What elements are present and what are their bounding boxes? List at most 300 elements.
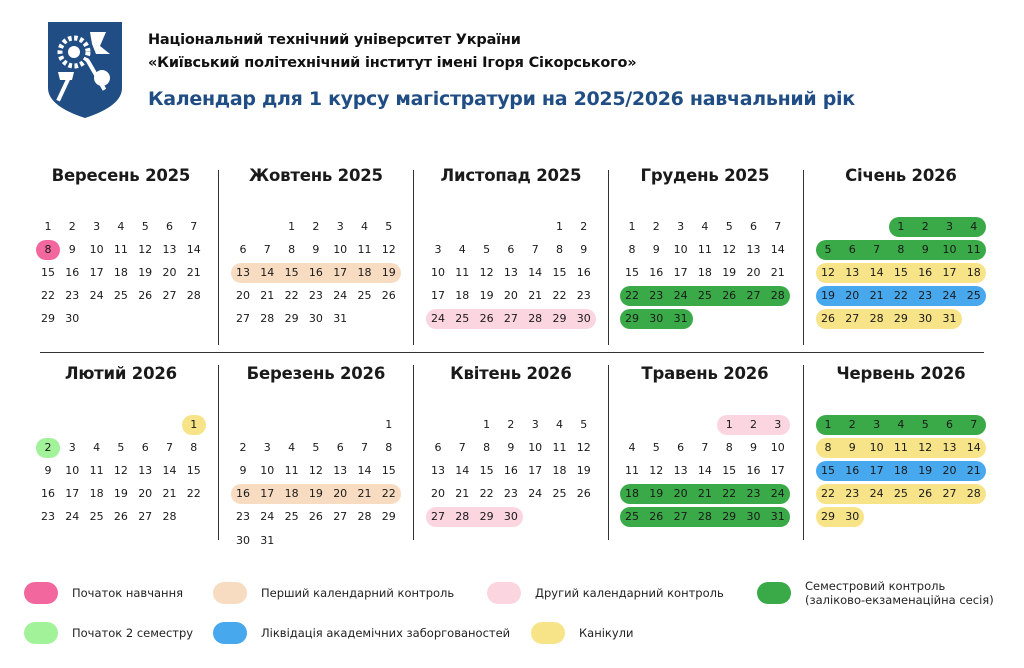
- day-number: 17: [673, 266, 688, 280]
- day-number: 7: [263, 243, 271, 257]
- day-number: 20: [236, 289, 250, 303]
- day-number: 1: [897, 220, 905, 233]
- day-number: 17: [770, 464, 785, 478]
- day-number: 8: [824, 441, 832, 455]
- day-number: 17: [528, 464, 543, 478]
- day-number: 13: [845, 266, 860, 280]
- day-number: 11: [697, 243, 712, 257]
- column-divider: [218, 365, 219, 540]
- day-number: 25: [697, 289, 712, 303]
- day-number: 23: [649, 289, 664, 303]
- day-number: 6: [507, 243, 515, 257]
- day-number: 16: [308, 266, 323, 280]
- day-number: 3: [336, 220, 344, 233]
- day-number: 18: [89, 487, 104, 501]
- month-title: Вересень 2025: [51, 166, 191, 185]
- day-number: 2: [507, 418, 515, 431]
- day-number: 30: [65, 312, 80, 326]
- day-number: 28: [770, 289, 785, 303]
- day-number: 4: [361, 220, 368, 233]
- column-divider: [608, 365, 609, 540]
- day-number: 7: [166, 441, 173, 455]
- day-number: 22: [186, 487, 201, 501]
- day-number: 14: [186, 243, 201, 257]
- day-number: 2: [652, 220, 660, 233]
- day-number: 10: [89, 243, 104, 257]
- day-number: 8: [190, 441, 198, 455]
- legend-label: Початок 2 семестру: [72, 626, 194, 640]
- day-number: 15: [821, 464, 835, 478]
- day-number: 7: [361, 441, 368, 455]
- day-number: 21: [162, 487, 177, 501]
- day-number: 22: [552, 289, 567, 303]
- day-number: 12: [649, 464, 664, 478]
- day-number: 2: [750, 418, 757, 431]
- day-number: 19: [479, 289, 494, 303]
- day-number: 9: [312, 243, 320, 257]
- day-number: 30: [308, 312, 323, 326]
- day-number: 6: [336, 441, 344, 455]
- day-number: 29: [381, 510, 396, 524]
- day-number: 9: [68, 243, 76, 257]
- day-number: 2: [239, 441, 247, 455]
- day-number: 9: [239, 464, 247, 478]
- day-number: 2: [848, 418, 856, 431]
- day-number: 28: [186, 289, 201, 303]
- day-number: 15: [186, 464, 201, 478]
- day-number: 20: [431, 487, 445, 501]
- column-divider: [803, 170, 804, 345]
- day-number: 27: [673, 510, 688, 524]
- day-number: 4: [628, 441, 636, 455]
- day-number: 31: [260, 533, 275, 547]
- day-number: 1: [725, 418, 733, 431]
- day-number: 5: [824, 243, 832, 257]
- day-number: 1: [483, 418, 491, 431]
- day-number: 26: [479, 312, 494, 326]
- day-number: 18: [113, 266, 128, 280]
- day-number: 13: [236, 266, 250, 280]
- day-number: 24: [528, 487, 543, 501]
- day-number: 21: [770, 266, 785, 280]
- day-number: 1: [628, 220, 636, 233]
- day-number: 13: [431, 464, 445, 478]
- day-number: 29: [722, 510, 737, 524]
- day-number: 6: [946, 418, 953, 431]
- day-number: 10: [431, 266, 445, 280]
- day-number: 18: [357, 266, 372, 280]
- column-divider: [803, 365, 804, 540]
- day-number: 20: [673, 487, 688, 501]
- day-number: 19: [722, 266, 737, 280]
- day-number: 13: [138, 464, 153, 478]
- day-number: 1: [190, 418, 198, 431]
- day-number: 23: [65, 289, 80, 303]
- day-number: 16: [649, 266, 664, 280]
- day-number: 11: [625, 464, 639, 478]
- day-number: 14: [869, 266, 884, 280]
- day-number: 1: [824, 418, 832, 431]
- day-number: 13: [503, 266, 518, 280]
- day-number: 30: [236, 533, 250, 547]
- day-number: 16: [845, 464, 860, 478]
- day-number: 29: [552, 312, 567, 326]
- day-number: 11: [89, 464, 104, 478]
- day-number: 3: [946, 220, 953, 233]
- day-number: 11: [552, 441, 567, 455]
- day-number: 22: [41, 289, 55, 303]
- day-number: 9: [750, 441, 757, 455]
- day-number: 29: [479, 510, 494, 524]
- day-number: 21: [357, 487, 372, 501]
- day-number: 18: [697, 266, 712, 280]
- legend-label: Початок навчання: [72, 586, 184, 600]
- day-number: 31: [333, 312, 348, 326]
- day-number: 3: [93, 220, 101, 233]
- day-number: 27: [746, 289, 761, 303]
- day-number: 25: [357, 289, 372, 303]
- day-number: 6: [166, 220, 173, 233]
- day-number: 23: [41, 510, 55, 524]
- day-number: 16: [65, 266, 80, 280]
- day-number: 9: [44, 464, 52, 478]
- day-number: 21: [528, 289, 543, 303]
- day-number: 12: [308, 464, 323, 478]
- day-number: 12: [821, 266, 835, 280]
- day-number: 25: [552, 487, 567, 501]
- month-title: Лютий 2026: [64, 364, 177, 383]
- day-number: 4: [701, 220, 709, 233]
- day-number: 3: [531, 418, 539, 431]
- legend-label: Канікули: [579, 626, 634, 640]
- day-number: 6: [750, 220, 757, 233]
- day-number: 19: [576, 464, 591, 478]
- day-number: 4: [288, 441, 296, 455]
- day-number: 15: [625, 266, 639, 280]
- day-number: 25: [966, 289, 981, 303]
- legend-label: Другий календарний контроль: [535, 586, 724, 600]
- day-number: 26: [308, 510, 323, 524]
- day-number: 24: [770, 487, 785, 501]
- day-number: 28: [528, 312, 543, 326]
- column-divider: [608, 170, 609, 345]
- day-number: 27: [942, 487, 957, 501]
- day-number: 8: [628, 243, 636, 257]
- day-number: 16: [503, 464, 518, 478]
- day-number: 14: [260, 266, 275, 280]
- day-number: 29: [893, 312, 908, 326]
- day-number: 12: [722, 243, 737, 257]
- day-number: 5: [652, 441, 660, 455]
- day-number: 7: [701, 441, 709, 455]
- day-number: 16: [236, 487, 250, 501]
- day-number: 26: [576, 487, 591, 501]
- day-number: 14: [770, 243, 785, 257]
- day-number: 29: [41, 312, 55, 326]
- day-number: 26: [821, 312, 835, 326]
- day-number: 27: [236, 312, 250, 326]
- day-number: 9: [580, 243, 588, 257]
- day-number: 22: [381, 487, 396, 501]
- day-number: 9: [921, 243, 929, 257]
- day-number: 20: [333, 487, 348, 501]
- day-number: 21: [455, 487, 470, 501]
- day-number: 30: [503, 510, 518, 524]
- day-number: 26: [381, 289, 396, 303]
- month-title: Березень 2026: [246, 364, 386, 383]
- day-number: 24: [333, 289, 348, 303]
- day-number: 3: [677, 220, 685, 233]
- day-number: 28: [455, 510, 470, 524]
- day-number: 18: [625, 487, 639, 501]
- day-number: 25: [455, 312, 470, 326]
- day-number: 24: [65, 510, 80, 524]
- month-title: Травень 2026: [641, 364, 769, 383]
- day-number: 23: [236, 510, 250, 524]
- day-number: 27: [138, 510, 153, 524]
- day-number: 14: [357, 464, 372, 478]
- day-number: 28: [697, 510, 712, 524]
- day-number: 11: [455, 266, 470, 280]
- day-number: 12: [479, 266, 494, 280]
- university-name-line1: Національний технічний університет України: [148, 32, 521, 48]
- day-number: 19: [308, 487, 323, 501]
- day-number: 15: [381, 464, 396, 478]
- day-number: 24: [942, 289, 957, 303]
- day-number: 26: [649, 510, 664, 524]
- day-number: 8: [44, 243, 52, 257]
- day-number: 15: [893, 266, 908, 280]
- day-number: 27: [162, 289, 177, 303]
- day-number: 10: [673, 243, 688, 257]
- day-number: 2: [580, 220, 588, 233]
- day-number: 3: [873, 418, 881, 431]
- day-number: 15: [41, 266, 55, 280]
- day-number: 10: [869, 441, 884, 455]
- day-number: 24: [431, 312, 445, 326]
- day-number: 12: [113, 464, 128, 478]
- day-number: 5: [117, 441, 125, 455]
- day-number: 27: [503, 312, 518, 326]
- column-divider: [413, 365, 414, 540]
- column-divider: [413, 170, 414, 345]
- day-number: 4: [897, 418, 905, 431]
- day-number: 5: [921, 418, 929, 431]
- day-number: 31: [770, 510, 785, 524]
- day-number: 20: [503, 289, 518, 303]
- day-number: 8: [556, 243, 563, 257]
- day-number: 1: [44, 220, 52, 233]
- day-number: 23: [746, 487, 761, 501]
- day-number: 9: [848, 441, 856, 455]
- day-number: 19: [649, 487, 664, 501]
- day-number: 26: [113, 510, 128, 524]
- day-number: 13: [746, 243, 761, 257]
- day-number: 22: [479, 487, 494, 501]
- day-number: 4: [117, 220, 125, 233]
- day-number: 18: [893, 464, 908, 478]
- day-number: 10: [65, 464, 80, 478]
- day-number: 12: [576, 441, 591, 455]
- day-number: 31: [942, 312, 957, 326]
- day-number: 10: [260, 464, 275, 478]
- day-number: 6: [239, 243, 247, 257]
- day-number: 20: [942, 464, 957, 478]
- day-number: 30: [918, 312, 933, 326]
- day-number: 12: [381, 243, 396, 257]
- day-number: 30: [746, 510, 761, 524]
- day-number: 2: [921, 220, 929, 233]
- university-name-line2: «Київський політехнічний інститут імені Ігоря Сікорського»: [148, 55, 637, 71]
- day-number: 2: [312, 220, 320, 233]
- day-number: 12: [138, 243, 153, 257]
- day-number: 7: [190, 220, 198, 233]
- day-number: 22: [625, 289, 639, 303]
- day-number: 1: [288, 220, 296, 233]
- day-number: 28: [162, 510, 177, 524]
- day-number: 26: [918, 487, 933, 501]
- day-number: 3: [434, 243, 442, 257]
- day-number: 17: [869, 464, 884, 478]
- day-number: 30: [576, 312, 591, 326]
- day-number: 5: [141, 220, 149, 233]
- day-number: 16: [746, 464, 761, 478]
- day-number: 11: [284, 464, 299, 478]
- day-number: 6: [434, 441, 442, 455]
- day-number: 7: [531, 243, 539, 257]
- day-number: 27: [431, 510, 445, 524]
- day-number: 30: [845, 510, 860, 524]
- day-number: 21: [186, 266, 201, 280]
- day-number: 19: [113, 487, 128, 501]
- day-number: 5: [725, 220, 733, 233]
- day-number: 28: [966, 487, 981, 501]
- day-number: 20: [138, 487, 153, 501]
- day-number: 13: [673, 464, 688, 478]
- day-number: 8: [725, 441, 733, 455]
- day-number: 12: [918, 441, 933, 455]
- day-number: 8: [897, 243, 905, 257]
- day-number: 21: [697, 487, 712, 501]
- day-number: 18: [552, 464, 567, 478]
- day-number: 10: [333, 243, 348, 257]
- day-number: 22: [893, 289, 908, 303]
- day-number: 4: [556, 418, 563, 431]
- day-number: 25: [625, 510, 639, 524]
- day-number: 17: [942, 266, 957, 280]
- day-number: 24: [673, 289, 688, 303]
- day-number: 14: [528, 266, 543, 280]
- day-number: 4: [458, 243, 466, 257]
- day-number: 26: [722, 289, 737, 303]
- page-title: Календар для 1 курсу магістратури на 2025/2026 навчальний рік: [148, 88, 855, 110]
- day-number: 18: [284, 487, 299, 501]
- day-number: 5: [580, 418, 588, 431]
- day-number: 22: [722, 487, 737, 501]
- day-number: 30: [649, 312, 664, 326]
- day-number: 7: [458, 441, 466, 455]
- day-number: 23: [576, 289, 591, 303]
- day-number: 19: [918, 464, 933, 478]
- day-number: 5: [385, 220, 393, 233]
- day-number: 6: [848, 243, 856, 257]
- day-number: 27: [333, 510, 348, 524]
- month-title: Червень 2026: [836, 364, 966, 383]
- day-number: 11: [893, 441, 908, 455]
- day-number: 22: [821, 487, 835, 501]
- day-number: 18: [966, 266, 981, 280]
- day-number: 15: [479, 464, 494, 478]
- day-number: 23: [503, 487, 518, 501]
- day-number: 14: [162, 464, 177, 478]
- day-number: 18: [455, 289, 470, 303]
- legend-label: Перший календарний контроль: [261, 586, 455, 600]
- day-number: 4: [970, 220, 978, 233]
- day-number: 13: [942, 441, 957, 455]
- day-number: 10: [528, 441, 543, 455]
- day-number: 1: [556, 220, 563, 233]
- day-number: 5: [483, 243, 491, 257]
- legend-label: Ліквідація академічних заборгованостей: [261, 626, 511, 640]
- day-number: 28: [260, 312, 275, 326]
- day-number: 24: [260, 510, 275, 524]
- day-number: 16: [41, 487, 55, 501]
- day-number: 19: [381, 266, 396, 280]
- day-number: 23: [308, 289, 323, 303]
- day-number: 19: [821, 289, 835, 303]
- day-number: 20: [845, 289, 860, 303]
- day-number: 13: [162, 243, 177, 257]
- day-number: 21: [260, 289, 275, 303]
- day-number: 10: [770, 441, 785, 455]
- month-title: Грудень 2025: [640, 166, 770, 185]
- column-divider: [218, 170, 219, 345]
- day-number: 17: [431, 289, 445, 303]
- day-number: 6: [141, 441, 149, 455]
- day-number: 8: [483, 441, 491, 455]
- day-number: 4: [93, 441, 101, 455]
- day-number: 8: [288, 243, 296, 257]
- day-number: 14: [697, 464, 712, 478]
- day-number: 16: [576, 266, 591, 280]
- day-number: 8: [385, 441, 393, 455]
- day-number: 23: [918, 289, 933, 303]
- day-number: 16: [918, 266, 933, 280]
- day-number: 2: [68, 220, 76, 233]
- day-number: 29: [821, 510, 835, 524]
- day-number: 20: [162, 266, 177, 280]
- day-number: 27: [845, 312, 860, 326]
- day-number: 15: [552, 266, 567, 280]
- day-number: 21: [966, 464, 981, 478]
- day-number: 2: [44, 441, 52, 455]
- day-number: 14: [966, 441, 981, 455]
- day-number: 13: [333, 464, 348, 478]
- day-number: 15: [722, 464, 737, 478]
- day-number: 21: [869, 289, 884, 303]
- day-number: 3: [263, 441, 271, 455]
- month-title: Квітень 2026: [450, 364, 572, 383]
- day-number: 7: [873, 243, 881, 257]
- day-number: 31: [673, 312, 688, 326]
- day-number: 25: [113, 289, 128, 303]
- day-number: 24: [89, 289, 104, 303]
- day-number: 7: [970, 418, 978, 431]
- day-number: 17: [260, 487, 275, 501]
- day-number: 28: [869, 312, 884, 326]
- month-title: Листопад 2025: [440, 166, 582, 185]
- month-title: Січень 2026: [845, 166, 957, 185]
